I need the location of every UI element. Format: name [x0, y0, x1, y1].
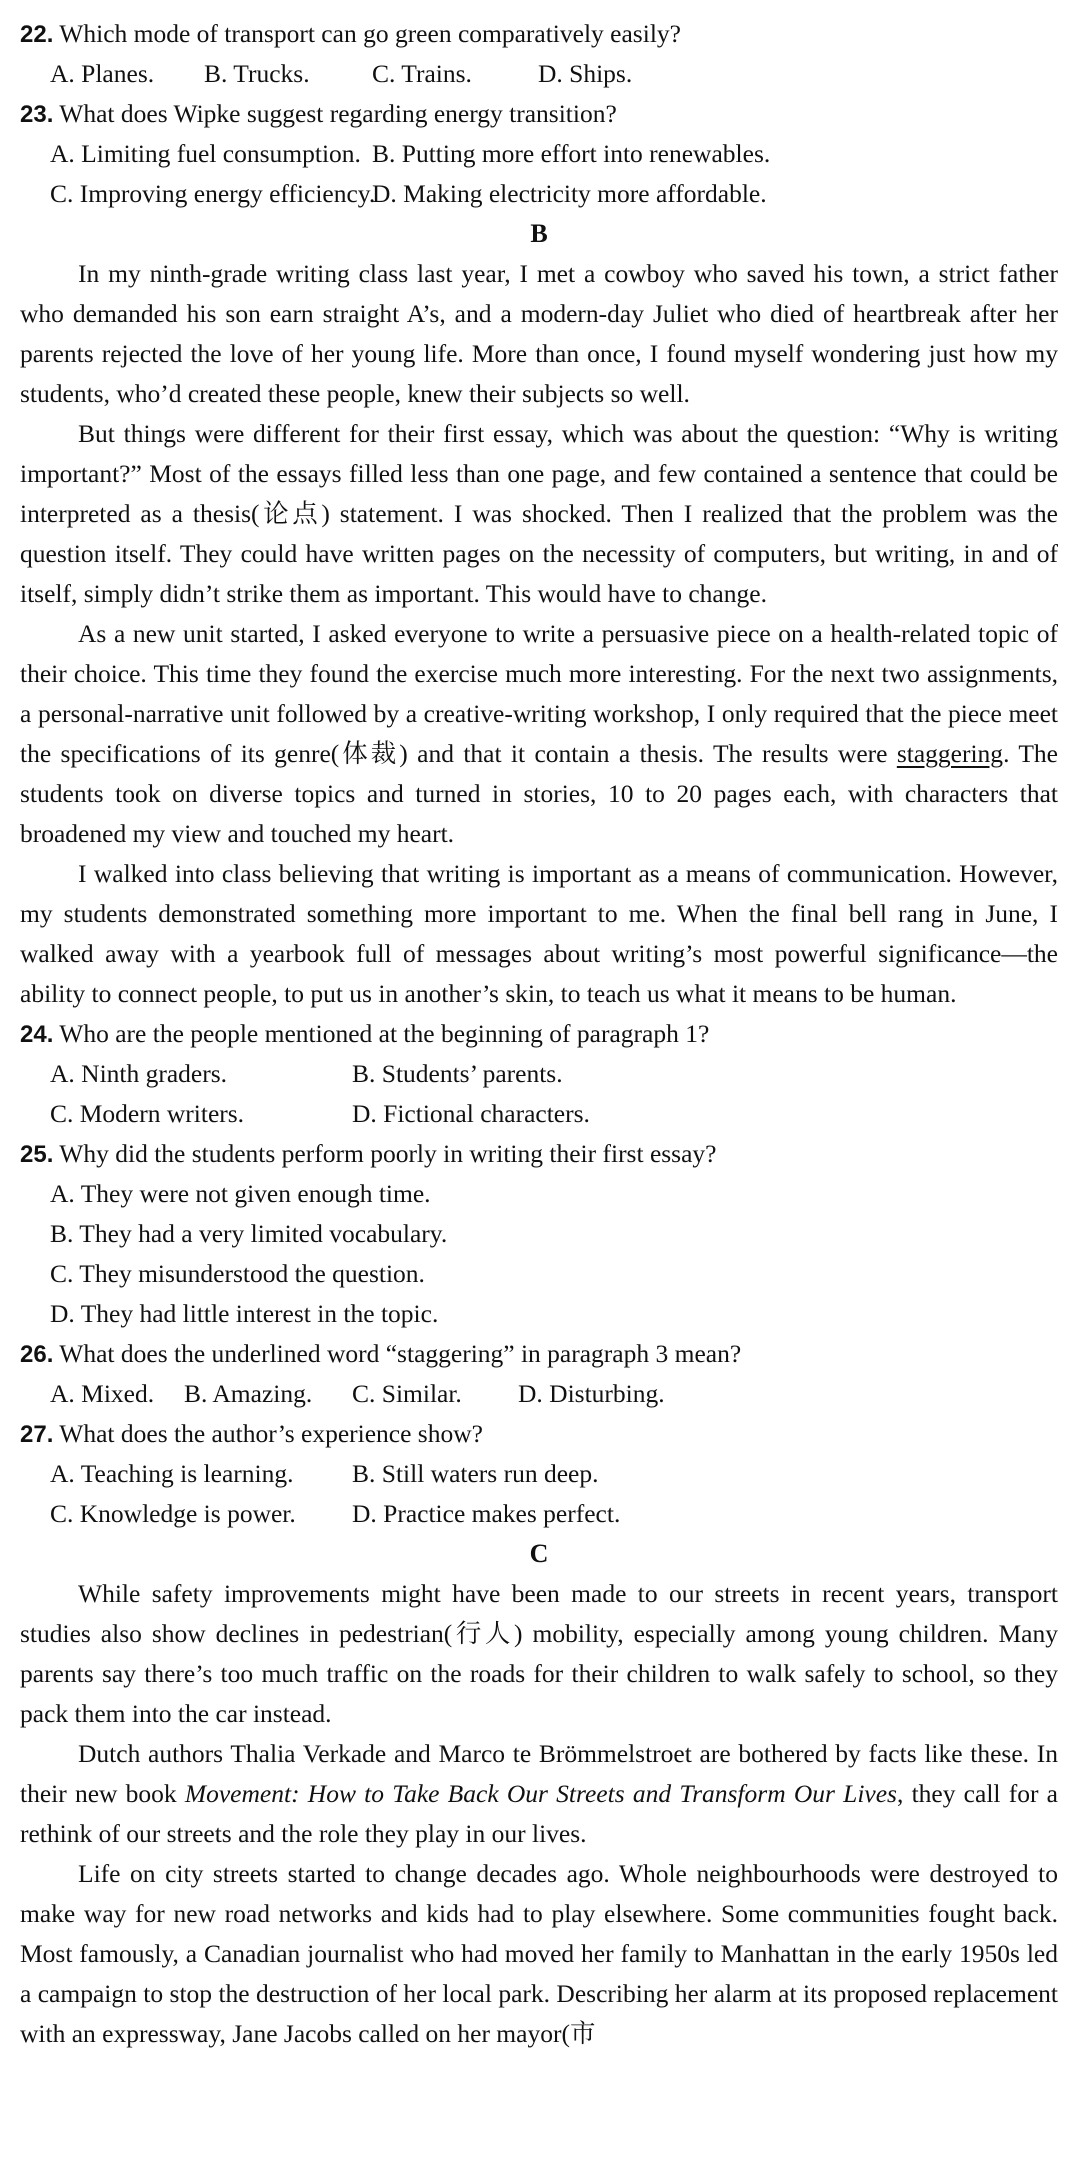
passage-b-paragraph-4: I walked into class believing that writing is important as a means of communication. However, my students demonstrated something more important to me. When the final bell rang in June, I walked away with a yearbook full of messages about writing’s most powerful significance—the ability to connect people, to put us in another’s skin, to teach us what it means to be human.	[20, 859, 1058, 1008]
option-a: A. Ninth graders.	[50, 1059, 228, 1088]
option-c: C. Improving energy efficiency.	[50, 179, 376, 208]
underlined-word: staggering	[896, 739, 1004, 768]
question-24-options-row2	[20, 1094, 1058, 1134]
option-d: D. Making electricity more affordable.	[372, 179, 767, 208]
question-stem: Who are the people mentioned at the beginning of paragraph 1?	[59, 1019, 710, 1048]
passage-b-paragraph-3	[20, 614, 1058, 854]
paragraph-text: As a new unit started, I asked everyone to write a persuasive piece on a health-related topic of their choice. This time they found the exercise much more interesting. For the next two assignments, a personal-narrative unit followed by a creative-writing workshop, I only required that the piece meet the specifications of its genre(体裁) and that it contain a thesis. The results were	[20, 619, 1058, 768]
question-22	[20, 14, 1058, 54]
question-24	[20, 1014, 1058, 1054]
option-b: B. Amazing.	[184, 1379, 313, 1408]
paragraph-text: . The students took on diverse topics and turned in stories, 10 to 20 pages each, with characters that broadened my view and touched my heart.	[20, 739, 1058, 848]
question-25-option-c	[20, 1254, 1058, 1294]
option-a: A. Limiting fuel consumption.	[50, 139, 361, 168]
option-d: D. Fictional characters.	[352, 1099, 590, 1128]
question-23	[20, 94, 1058, 134]
option-a: A. Planes.	[50, 59, 155, 88]
question-26-options	[20, 1374, 1058, 1414]
question-stem: What does Wipke suggest regarding energy transition?	[59, 99, 617, 128]
question-stem: What does the underlined word “staggering” in paragraph 3 mean?	[59, 1339, 742, 1368]
question-26	[20, 1334, 1058, 1374]
option-b: B. They had a very limited vocabulary.	[50, 1219, 448, 1248]
question-stem: Why did the students perform poorly in writing their first essay?	[59, 1139, 717, 1168]
question-25-option-a	[20, 1174, 1058, 1214]
passage-c-paragraph-3: Life on city streets started to change decades ago. Whole neighbourhoods were destroyed to make way for new road networks and kids had to play elsewhere. Some communities fought back. Most famously, a Canadian journalist who had moved her family to Manhattan in the early 1950s led a campaign to stop the destruction of her local park. Describing her alarm at its proposed replacement with an expressway, Jane Jacobs called on her mayor(市	[20, 1859, 1058, 2048]
passage-c-paragraph-1: While safety improvements might have been made to our streets in recent years, transport studies also show declines in pedestrian(行人) mobility, especially among young children. Many parents say there’s too much traffic on the roads for their children to walk safely to school, so they pack them into the car instead.	[20, 1579, 1058, 1728]
question-22-options	[20, 54, 1058, 94]
option-a: A. Mixed.	[50, 1379, 155, 1408]
question-number: 24.	[20, 1021, 54, 1048]
option-d: D. Ships.	[538, 59, 633, 88]
question-number: 25.	[20, 1141, 54, 1168]
option-b: B. Students’ parents.	[352, 1059, 563, 1088]
option-b: B. Putting more effort into renewables.	[372, 139, 771, 168]
passage-b-paragraph-1: In my ninth-grade writing class last year, I met a cowboy who saved his town, a strict father who demanded his son earn straight A’s, and a modern-day Juliet who died of heartbreak after her parents rejected the love of her young life. More than once, I found myself wondering just how my students, who’d created these people, knew their subjects so well.	[20, 259, 1058, 408]
question-number: 22.	[20, 21, 54, 48]
passage-b-paragraph-2: But things were different for their first essay, which was about the question: “Why is writing important?” Most of the essays filled less than one page, and few contained a sentence that could be interpreted as a thesis(论点) statement. I was shocked. Then I realized that the problem was the question itself. They could have written pages on the necessity of computers, but writing, in and of itself, simply didn’t strike them as important. This would have to change.	[20, 419, 1058, 608]
book-title: Movement: How to Take Back Our Streets and Transform Our Lives	[184, 1779, 897, 1808]
option-c: C. Similar.	[352, 1379, 462, 1408]
section-b-heading: B	[530, 219, 548, 248]
option-d: D. Practice makes perfect.	[352, 1499, 621, 1528]
question-25	[20, 1134, 1058, 1174]
question-27-options-row2	[20, 1494, 1058, 1534]
paragraph-text: , they call for a rethink of our streets and the role they play in our lives.	[20, 1779, 1058, 1848]
question-23-options-row1	[20, 134, 1058, 174]
option-c: C. They misunderstood the question.	[50, 1259, 425, 1288]
option-a: A. Teaching is learning.	[50, 1459, 294, 1488]
question-23-options-row2	[20, 174, 1058, 214]
option-d: D. They had little interest in the topic.	[50, 1299, 439, 1328]
question-number: 27.	[20, 1421, 54, 1448]
question-25-option-b	[20, 1214, 1058, 1254]
question-24-options-row1	[20, 1054, 1058, 1094]
paragraph-text: Dutch authors Thalia Verkade and Marco te Brömmelstroet are bothered by facts like these. In their new book	[20, 1739, 1058, 1808]
question-25-option-d	[20, 1294, 1058, 1334]
passage-c-paragraph-2	[20, 1734, 1058, 1854]
option-b: B. Still waters run deep.	[352, 1459, 599, 1488]
question-stem: Which mode of transport can go green comparatively easily?	[59, 19, 681, 48]
question-number: 26.	[20, 1341, 54, 1368]
section-c-heading: C	[529, 1539, 549, 1568]
option-d: D. Disturbing.	[518, 1379, 665, 1408]
option-a: A. They were not given enough time.	[50, 1179, 431, 1208]
option-c: C. Trains.	[372, 59, 472, 88]
option-c: C. Modern writers.	[50, 1099, 245, 1128]
question-number: 23.	[20, 101, 54, 128]
option-c: C. Knowledge is power.	[50, 1499, 296, 1528]
question-27	[20, 1414, 1058, 1454]
question-stem: What does the author’s experience show?	[59, 1419, 483, 1448]
question-27-options-row1	[20, 1454, 1058, 1494]
option-b: B. Trucks.	[204, 59, 310, 88]
